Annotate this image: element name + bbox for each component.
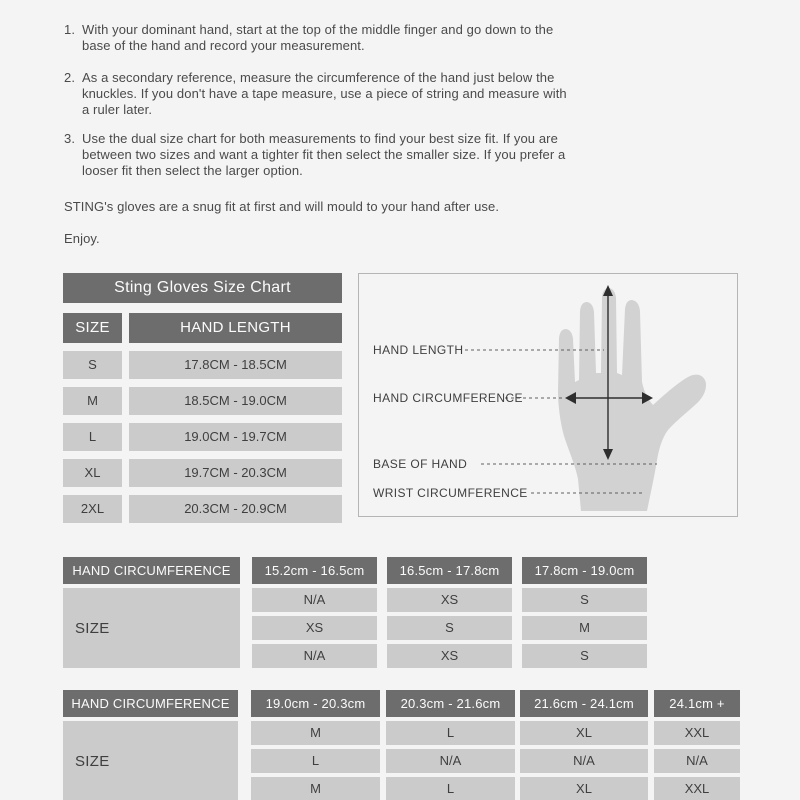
size-value-cell: S: [387, 616, 512, 640]
table-row: [238, 777, 740, 800]
column-header-range: 19.0cm - 20.3cm: [251, 690, 380, 717]
range-cell: 19.7CM - 20.3CM: [129, 459, 342, 487]
table-row: [63, 459, 342, 487]
text-line: As a secondary reference, measure the circumference of the hand just below the: [82, 70, 555, 85]
table-header-row: [63, 557, 647, 584]
step-number: 2.: [64, 70, 76, 85]
table-row: [63, 423, 342, 451]
size-value-cell: N/A: [386, 749, 515, 773]
size-value-cell: L: [386, 721, 515, 745]
size-value-cell: N/A: [520, 749, 648, 773]
step-text: [82, 70, 567, 118]
hand-length-label: HAND LENGTH: [373, 343, 464, 357]
instruction-step-1: [64, 22, 620, 54]
size-value-cell: M: [251, 721, 380, 745]
step-number: 1.: [64, 22, 76, 37]
table-body: [63, 588, 647, 668]
circumference-table-large-sizes: [63, 690, 740, 800]
text-line: a ruler later.: [82, 102, 153, 117]
size-chart-header-row: [63, 313, 342, 343]
text-line: base of the hand and record your measurement.: [82, 38, 365, 53]
size-value-cell: XS: [387, 644, 512, 668]
column-header-hand-length: HAND LENGTH: [129, 313, 342, 343]
wrist-circumference-label: WRIST CIRCUMFERENCE: [373, 486, 528, 500]
size-value-cell: L: [386, 777, 515, 800]
column-header-hand-circumference: HAND CIRCUMFERENCE: [63, 690, 238, 717]
column-header-range: 21.6cm - 24.1cm: [520, 690, 648, 717]
hand-measurement-diagram: [358, 273, 738, 517]
range-cell: 19.0CM - 19.7CM: [129, 423, 342, 451]
size-value-cell: N/A: [252, 588, 377, 612]
step-text: [82, 131, 565, 179]
table-body: [63, 721, 740, 800]
table-row: [63, 387, 342, 415]
size-chart-table: [63, 273, 342, 523]
size-value-cell: XL: [520, 721, 648, 745]
instruction-step-2: [64, 70, 620, 118]
size-value-cell: S: [522, 588, 647, 612]
size-cell: 2XL: [63, 495, 122, 523]
size-value-cell: L: [251, 749, 380, 773]
column-header-range: 24.1cm +: [654, 690, 740, 717]
text-line: looser fit then select the larger option.: [82, 163, 303, 178]
column-header-range: 16.5cm - 17.8cm: [387, 557, 512, 584]
text-line: between two sizes and want a tighter fit then select the smaller size. If you prefer a: [82, 147, 566, 162]
text-line: Use the dual size chart for both measurements to find your best size fit. If you are: [82, 131, 558, 146]
column-header-size: SIZE: [63, 313, 122, 343]
table-row: [240, 644, 647, 668]
size-chart-title: Sting Gloves Size Chart: [63, 273, 342, 303]
step-number: 3.: [64, 131, 76, 146]
column-header-range: 15.2cm - 16.5cm: [252, 557, 377, 584]
size-value-cell: M: [251, 777, 380, 800]
size-value-cell: XL: [520, 777, 648, 800]
text-line: With your dominant hand, start at the top of the middle finger and go down to the: [82, 22, 554, 37]
hand-silhouette: [558, 288, 706, 511]
table-row: [63, 351, 342, 379]
column-header-hand-circumference: HAND CIRCUMFERENCE: [63, 557, 240, 584]
size-value-cell: M: [522, 616, 647, 640]
size-cell: L: [63, 423, 122, 451]
size-value-cell: XS: [387, 588, 512, 612]
size-cell: XL: [63, 459, 122, 487]
closing-text: Enjoy.: [64, 231, 100, 246]
table-row: [240, 616, 647, 640]
table-rows: [240, 588, 647, 668]
size-value-cell: XXL: [654, 777, 740, 800]
text-line: knuckles. If you don't have a tape measure, use a piece of string and measure with: [82, 86, 567, 101]
size-cell: M: [63, 387, 122, 415]
range-cell: 17.8CM - 18.5CM: [129, 351, 342, 379]
hand-circumference-label: HAND CIRCUMFERENCE: [373, 391, 523, 405]
instructions: [64, 22, 620, 247]
base-of-hand-label: BASE OF HAND: [373, 457, 468, 471]
step-text: [82, 22, 553, 54]
table-rows: [238, 721, 740, 800]
instruction-step-3: [64, 131, 620, 179]
table-header-row: [63, 690, 740, 717]
column-header-range: 20.3cm - 21.6cm: [386, 690, 515, 717]
table-row: [238, 721, 740, 745]
size-cell: S: [63, 351, 122, 379]
table-row: [238, 749, 740, 773]
table-row: [63, 495, 342, 523]
row-label-size: SIZE: [63, 721, 238, 800]
size-value-cell: XS: [252, 616, 377, 640]
size-value-cell: XXL: [654, 721, 740, 745]
size-value-cell: S: [522, 644, 647, 668]
circumference-table-small-sizes: [63, 557, 647, 668]
fit-note: STING's gloves are a snug fit at first and will mould to your hand after use.: [64, 199, 500, 214]
row-label-size: SIZE: [63, 588, 240, 668]
size-value-cell: N/A: [654, 749, 740, 773]
range-cell: 18.5CM - 19.0CM: [129, 387, 342, 415]
column-header-range: 17.8cm - 19.0cm: [522, 557, 647, 584]
range-cell: 20.3CM - 20.9CM: [129, 495, 342, 523]
table-row: [240, 588, 647, 612]
size-value-cell: N/A: [252, 644, 377, 668]
